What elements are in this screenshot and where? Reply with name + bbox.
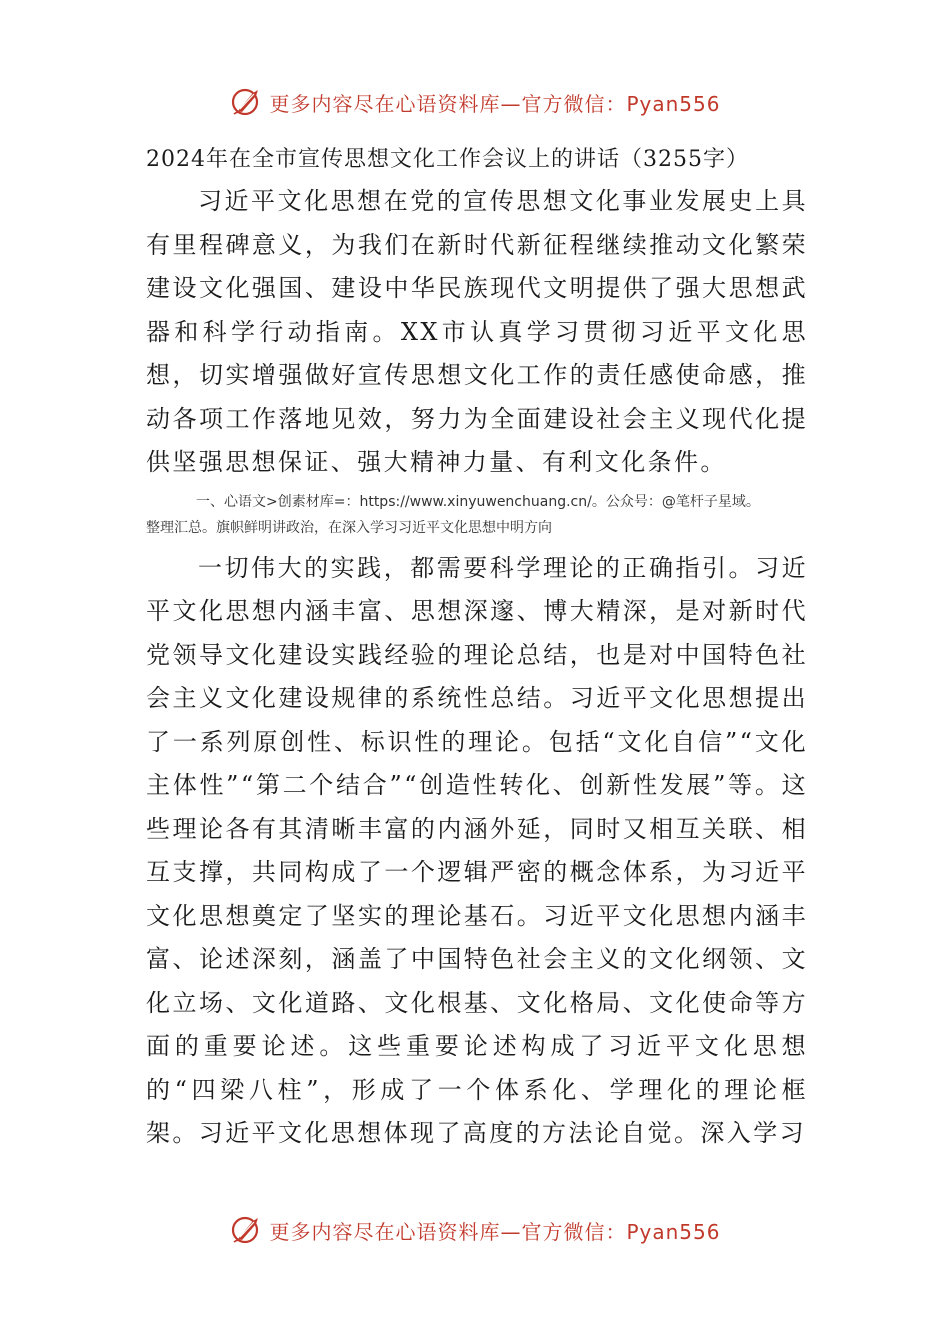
source-note-line-2: 整理汇总。旗帜鲜明讲政治，在深入学习习近平文化思想中明方向	[146, 519, 552, 536]
paragraph-body: 一切伟大的实践，都需要科学理论的正确指引。习近平文化思想内涵丰富、思想深邃、博大精深，是对新时代党领导文化建设实践经验的理论总结，也是对中国特色社会主义文化建设规律的系统性总结。习近平文化思想提出了一系列原创性、标识性的理论。包括“文化自信”“文化主体性”“第二个结合”“创造性转化、创新性发展”等。这些理论各有其清晰丰富的内涵外延，同时又相互关联、相互支撑，共同构成了一个逻辑严密的概念体系，为习近平文化思想奠定了坚实的理论基石。习近平文化思想内涵丰富、论述深刻，涵盖了中国特色社会主义的文化纲领、文化立场、文化道路、文化根基、文化格局、文化使命等方面的重要论述。这些重要论述构成了习近平文化思想的“四梁八柱”，形成了一个体系化、学理化的理论框架。习近平文化思想体现了高度的方法论自觉。深入学习	[146, 553, 808, 1147]
top-banner	[0, 82, 950, 122]
source-note	[146, 489, 826, 541]
banner-text: 更多内容尽在心语资料库—官方微信：Pyan556	[269, 1219, 721, 1244]
pen-quill-logo-icon	[229, 1212, 265, 1248]
pen-quill-logo-icon	[229, 84, 265, 120]
bottom-banner	[0, 1210, 950, 1250]
document-body	[146, 140, 808, 1156]
banner-text: 更多内容尽在心语资料库—官方微信：Pyan556	[269, 91, 721, 116]
paragraph-intro: 习近平文化思想在党的宣传思想文化事业发展史上具有里程碑意义，为我们在新时代新征程继续推动文化繁荣建设文化强国、建设中华民族现代文明提供了强大思想武器和科学行动指南。XX市认真学习贯彻习近平文化思想，切实增强做好宣传思想文化工作的责任感使命感，推动各项工作落地见效，努力为全面建设社会主义现代化提供坚强思想保证、强大精神力量、有利文化条件。	[146, 187, 808, 476]
source-note-line-1: 一、心语文>创素材库=：https://www.xinyuwenchuang.cn/。公众号：@笔杆子星域。	[196, 493, 760, 510]
document-title: 2024年在全市宣传思想文化工作会议上的讲话（3255字）	[146, 147, 749, 172]
